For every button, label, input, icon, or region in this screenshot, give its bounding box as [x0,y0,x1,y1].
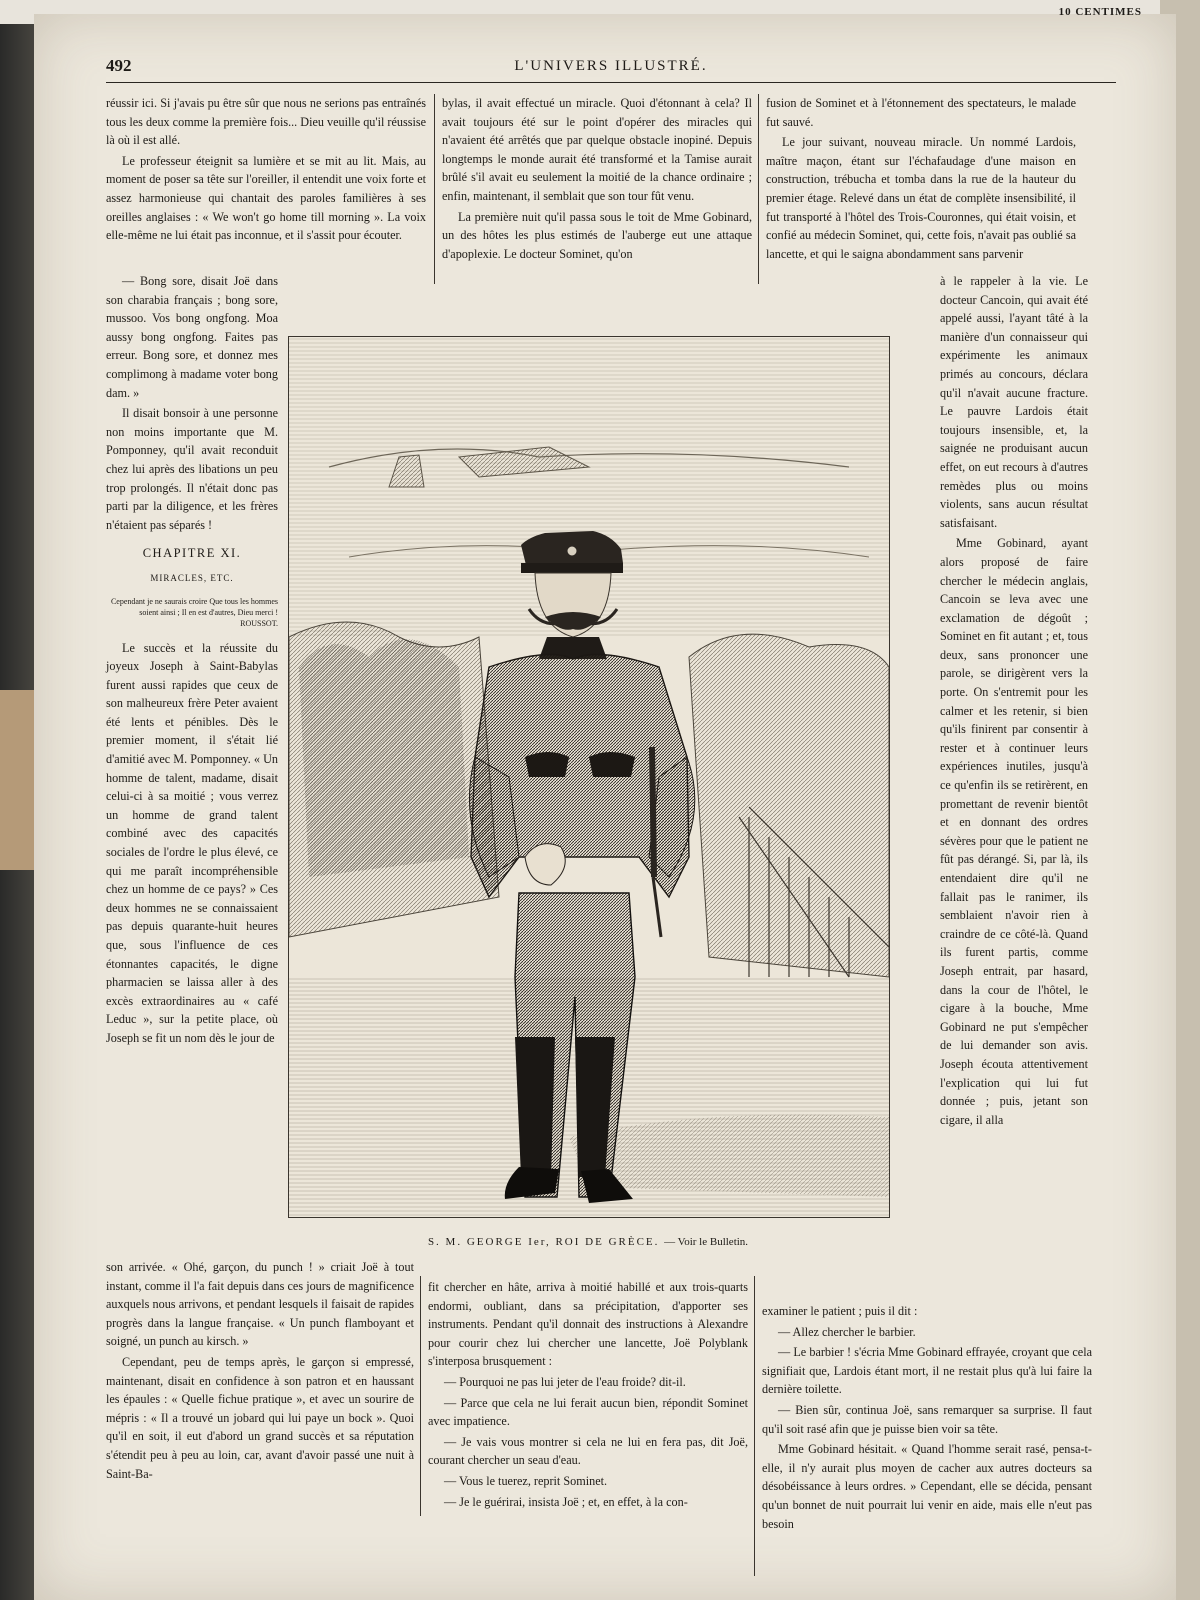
paragraph: — Allez chercher le barbier. [778,1324,916,1339]
paragraph: Il disait bonsoir à une personne non moins importante que M. Pomponney, qu'il avait reconduit chez lui après des libations un peu trop prolongés. Il n'était donc pas parti par la diligence, et les frères n'étaient pas séparés ! [106,406,278,532]
chapter-heading: CHAPITRE XI. [142,546,242,561]
illustration-caption [288,1236,888,1248]
column-2-bottom [428,1278,748,1513]
paragraph: son arrivée. « Ohé, garçon, du punch ! » criait Joë à tout instant, comme il l'a fait depuis dans ces jours de magnificence auxquels nous arrivons, et pendant lesquels il faisait de rapides progrès dans la langue française. « Un punch flamboyant et soigné, un punch au kirsch. » [106,1260,414,1349]
column-2-top [442,94,752,265]
officer-engraving [289,337,889,1217]
paragraph: — Le barbier ! s'écria Mme Gobinard effrayée, croyant que cela signifiait que, Lardois étant mort, il ne restait plus qu'à lui faire la dernière toilette. [762,1345,1092,1397]
chapter-subheading: MIRACLES, ETC. [150,572,234,583]
newspaper-page [34,6,1176,1600]
paragraph: examiner le patient ; puis il dit : [762,1304,918,1318]
paragraph: fit chercher en hâte, arriva à moitié habillé et aux trois-quarts endormi, oubliant, dans sa précipitation, d'apporter ses instruments. Pendant qu'il donnait des instructions à Alexandre pour courir chez lui chercher une lancette, Joë Polyblank s'interposa brusquement : [428,1280,748,1369]
paragraph: — Bien sûr, continua Joë, sans remarquer sa surprise. Il faut qu'il soit rasé afin que je puisse bien voir sa tête. [762,1402,1092,1436]
paragraph: La première nuit qu'il passa sous le toit de Mme Gobinard, un des hôtes les plus estimés de l'auberge eut une attaque d'apoplexie. Le docteur Sominet, qu'on [442,209,752,261]
caption-reference: — Voir le Bulletin. [664,1236,749,1248]
paragraph: Le professeur éteignit sa lumière et se mit au lit. Mais, au moment de poser sa tête sur l'oreiller, il entendit une voix forte et assez harmonieuse qui chantait des paroles familières à ses oreilles anglaises : « We won't go home till morning ». La voix elle-même ne lui était pas inconnue, et il s'assit pour écouter. [106,153,426,243]
paragraph: réussir ici. Si j'avais pu être sûr que nous ne serions pas entraînés tous les deux comme la première fois... Dieu veuille qu'il réussise là où il est allé. [106,96,427,148]
column-rule [434,94,435,284]
caption-title: S. M. GEORGE Ier, ROI DE GRÈCE. [427,1236,660,1248]
page-number: 492 [106,56,132,75]
epigraph: Cependant je ne saurais croire Que tous les hommes soient ainsi ; Il en est d'autres, Dieu merci ! ROUSSOT. [110,596,278,628]
paragraph: bylas, il avait effectué un miracle. Quoi d'étonnant à cela? Il avait toujours été sur le point d'opérer des miracles qui n'avaient été arrêtés que par quelque obstacle inopiné. Depuis longtemps le monde aurait été transformé et la Tamise aurait brûlé s'il avait eu seulement la moitié de la chance ordinaire ; enfin, maintenant, il semblait que son tour fût venu. [442,96,752,203]
page-header [106,50,1116,83]
paragraph: Le jour suivant, nouveau miracle. Un nommé Lardois, maître maçon, étant sur l'échafaudage d'une maison en construction, trébucha et tomba dans la rue de la hauteur du premier étage. Relevé dans un état de complète insensibilité, il fut transporté à l'hôtel des Trois-Couronnes, qui était voisin, et confié au médecin Sominet, qui, cette fois, n'avait pas oublié sa lancette, et qui le saigna abondamment sans parvenir [766,135,1076,261]
paragraph: — Pourquoi ne pas lui jeter de l'eau froide? dit-il. [444,1374,686,1389]
paragraph: Cependant, peu de temps après, le garçon si empressé, maintenant, disait en confidence à son patron et en haussant les épaules : « Quelle fichue pratique », et avec un sourire de mépris : « Il a trouvé un jobard qui lui paye un bock ». Quoi qu'il en soit, il eut d'abord un grand succès et sa réputation s'étendit peu à peu au loin, car, avant d'avoir passé une nuit à Saint-Ba- [106,1354,414,1481]
paragraph: fusion de Sominet et à l'étonnement des spectateurs, le malade fut sauvé. [766,96,1076,129]
paragraph: Le succès et la réussite du joyeux Joseph à Saint-Babylas furent aussi rapides que ceux de son malheureux frère Peter avaient été lents et pénibles. Dès le premier moment, il s'était lié d'amitié avec M. Pomponney. « Un homme de talent, madame, disait celui-ci à sa moitié ; vous verrez un homme de grand talent combiné avec des capacités sociales de l'ordre le plus élevé, ce qui me paraît incompréhensible chez un homme de ce pays? » Ces deux hommes ne se connaissaient pas depuis quarante-huit heures que, sous l'influence de ces étonnantes capacités, le digne pharmacien se laissa aller à des excès extraordinaires au « café Leduc », sur la petite place, où Joseph se fit un nom dès le jour de [106,640,278,1045]
paragraph: — Parce que cela ne lui ferait aucun bien, répondit Sominet avec impatience. [428,1395,748,1429]
paragraph: Mme Gobinard hésitait. « Quand l'homme serait rasé, pensa-t-elle, il n'y aurait plus moyen de cacher aux autres docteurs sa désobéissance à leurs ordres. » Cependant, elle se décida, pensant qu'un bonnet de nuit pourrait lui venir en aide, mais elle n'eut pas besoin [762,1442,1092,1531]
column-3-top [766,94,1076,265]
engraving-portrait [288,336,890,1218]
paragraph: — Vous le tuerez, reprit Sominet. [444,1473,608,1488]
column-rule [758,94,759,284]
column-1-narrow [106,272,278,1050]
paragraph: à le rappeler à la vie. Le docteur Cancoin, qui avait été appelé aussi, l'ayant tâté à la manière d'un connaisseur qui expérimente les animaux primés au concours, déclara qu'il n'avait aucune fracture. Le pauvre Lardois était toujours insensible, et, la saignée ne produisant aucun effet, on eut recours à d'autres remèdes plus ou moins violents, sans aucun résultat satisfaisant. [940,274,1088,530]
paragraph: — Je vais vous montrer si cela ne lui en fera pas, dit Joë, courant chercher un seau d'eau. [428,1434,748,1468]
paragraph: — Je le guérirai, insista Joë ; et, en effet, à la con- [444,1494,688,1509]
corner-price: 10 CENTIMES [1058,6,1142,18]
column-rule [754,1276,755,1576]
paragraph: — Bong sore, disait Joë dans son charabia français ; bong sore, mussoo. Vos bong ongfong. Moa aussy bong ongfong. Faites pas erreur. Bong sore, et donnez mes complimong à madame voter bong dam. » [106,274,278,400]
column-1-top [106,94,426,247]
journal-title: L'UNIVERS ILLUSTRÉ. [514,58,708,74]
paragraph: Mme Gobinard, ayant alors proposé de faire chercher le médecin anglais, Cancoin se leva avec une exclamation de dégoût ; Sominet en fit autant ; et, tous deux, sans prononcer une parole, se dirigèrent vers la porte. On s'entremit pour les calmer et les retenir, si bien qu'ils finirent par consentir à rester et à continuer leurs expériences inutiles, jusqu'à ce qu'enfin ils se retirèrent, en promettant de revenir bientôt et en donnant des ordres sévères pour que le patient ne fût pas dérangé. Si, par là, ils entendaient dire qu'il ne fallait pas le ranimer, ils semblaient n'avoir rien à craindre de ce côté-là. Quand ils furent partis, comme Joseph entrait, par hasard, dans la cour de l'hôtel, le cigare à la bouche, Mme Gobinard ne put s'empêcher de lui demander son avis. Joseph écouta attentivement l'explication qui lui fut donnée ; puis, jetant son cigare, il alla [940,536,1088,1127]
column-3-narrow [940,272,1088,1131]
column-1-bottom [106,1258,414,1485]
column-3-bottom [762,1302,1092,1535]
column-rule [420,1276,421,1516]
